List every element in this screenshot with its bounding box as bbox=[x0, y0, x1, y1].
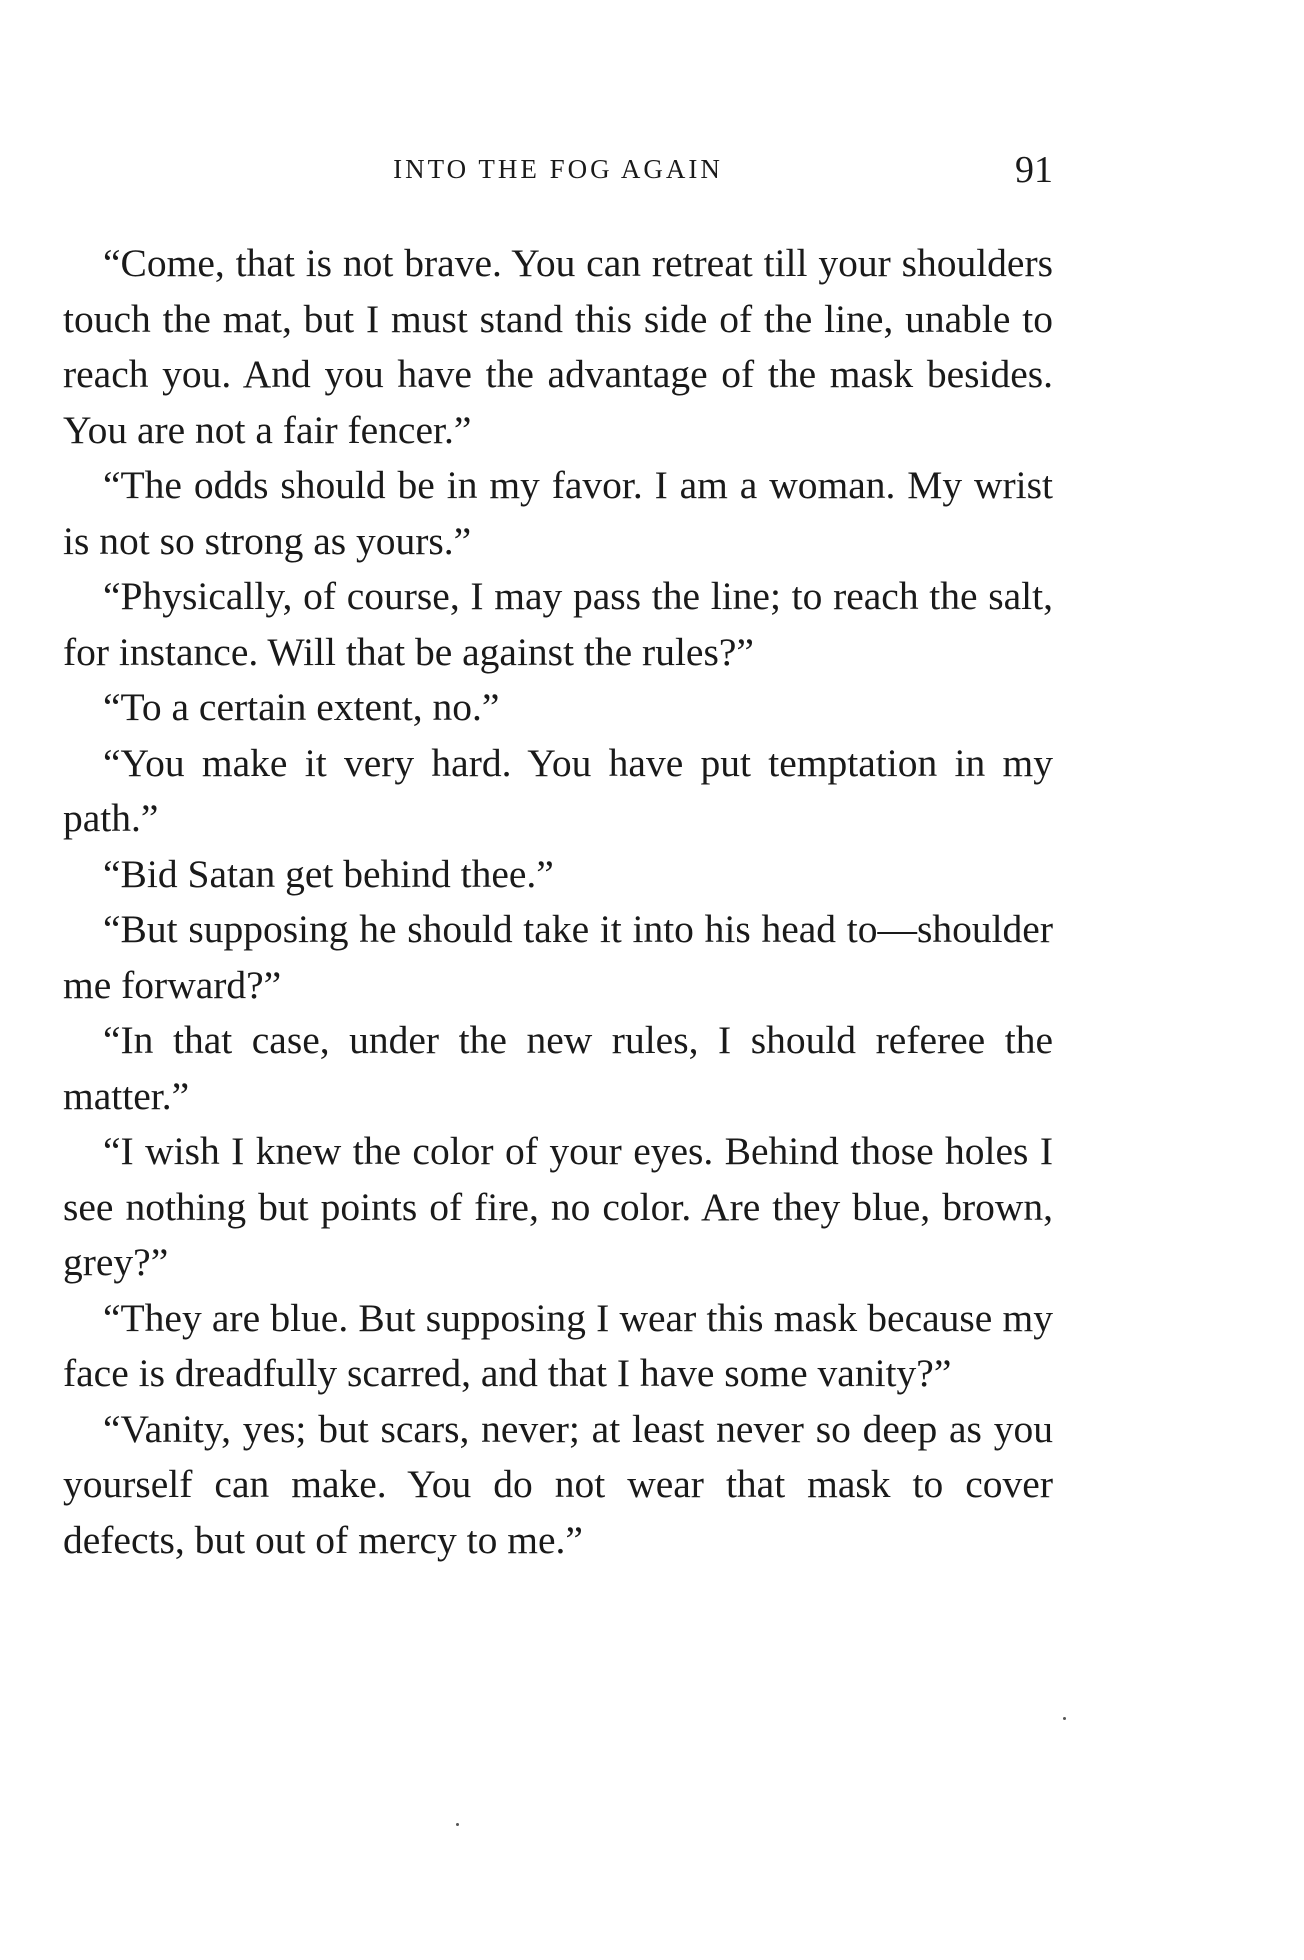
page-number: 91 bbox=[1015, 149, 1053, 191]
paragraph: “The odds should be in my favor. I am a woman. My wrist is not so strong as yours.” bbox=[63, 463, 1053, 563]
paragraph: “Come, that is not brave. You can retreat till your shoulders touch the mat, but I must stand this side of the line, unable to reach you. And you have the advantage of the mask besides. You are not a fair fencer.” bbox=[63, 241, 1053, 452]
running-title: INTO THE FOG AGAIN bbox=[393, 154, 723, 184]
paragraph: “Vanity, yes; but scars, never; at least never so deep as you yourself can make. You do not wear that mask to cover defects, but out of mercy to me.” bbox=[63, 1406, 1053, 1562]
print-speck bbox=[1063, 1717, 1066, 1720]
paragraph: “To a certain extent, no.” bbox=[103, 685, 500, 729]
body-text bbox=[63, 236, 1053, 1568]
paragraph: “In that case, under the new rules, I should referee the matter.” bbox=[63, 1018, 1053, 1118]
paragraph: “They are blue. But supposing I wear this mask because my face is dreadfully scarred, and that I have some vanity?” bbox=[63, 1295, 1053, 1395]
paragraph: “You make it very hard. You have put temptation in my path.” bbox=[63, 740, 1053, 840]
paragraph: “Physically, of course, I may pass the line; to reach the salt, for instance. Will that be against the rules?” bbox=[63, 574, 1053, 674]
paragraph: “But supposing he should take it into his head to—shoulder me forward?” bbox=[63, 907, 1053, 1007]
paragraph: “Bid Satan get behind thee.” bbox=[103, 851, 554, 896]
page-header bbox=[63, 148, 1053, 198]
paragraph: “I wish I knew the color of your eyes. Behind those holes I see nothing but points of fire, no color. Are they blue, brown, grey?” bbox=[63, 1129, 1053, 1284]
print-speck bbox=[456, 1823, 459, 1826]
